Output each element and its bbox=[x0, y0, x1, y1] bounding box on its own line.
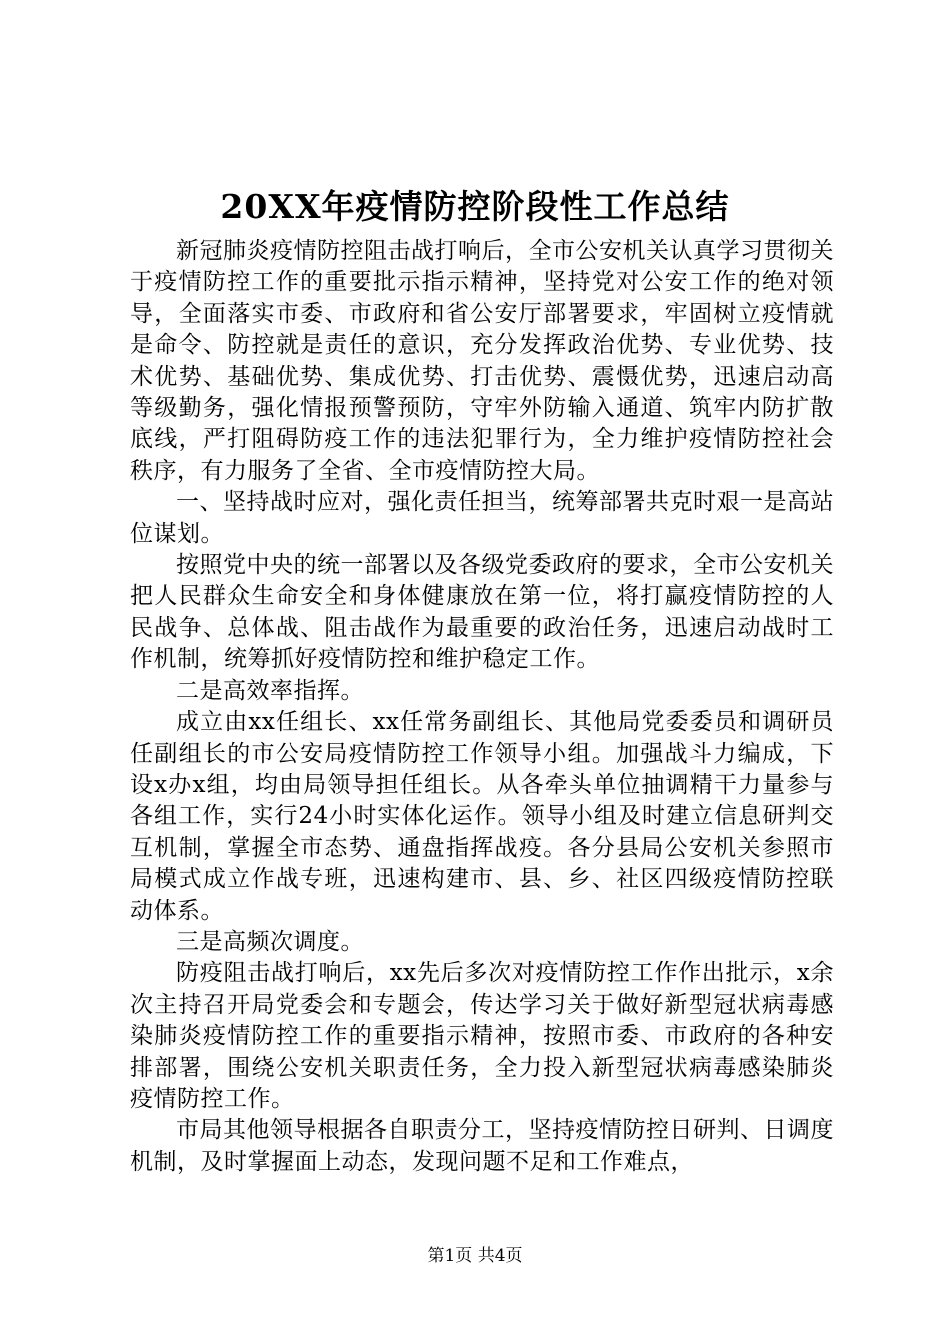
body-paragraph: 按照党中央的统一部署以及各级党委政府的要求，全市公安机关把人民群众生命安全和身体健康放在第一位，将打赢疫情防控的人民战争、总体战、阻击战作为最重要的政治任务，迅速启动战时工作机制，统筹抓好疫情防控和维护稳定工作。 bbox=[130, 552, 834, 673]
body-paragraph: 市局其他领导根据各自职责分工，坚持疫情防控日研判、日调度机制，及时掌握面上动态，发现问题不足和工作难点， bbox=[130, 1117, 834, 1175]
section-heading-paragraph: 一、坚持战时应对，强化责任担当，统筹部署共克时艰一是高站位谋划。 bbox=[130, 489, 834, 547]
document-body bbox=[130, 236, 834, 1178]
document-title: 20XX年疫情防控阶段性工作总结 bbox=[220, 187, 730, 226]
page-footer: 第1页 共4页 bbox=[427, 1246, 523, 1266]
body-paragraph: 成立由xx任组长、xx任常务副组长、其他局党委委员和调研员任副组长的市公安局疫情防控工作领导小组。加强战斗力编成，下设x办x组，均由局领导担任组长。从各牵头单位抽调精干力量参与各组工作，实行24小时实体化运作。领导小组及时建立信息研判交互机制，掌握全市态势、通盘指挥战疫。各分县局公安机关参照市局模式成立作战专班，迅速构建市、县、乡、社区四级疫情防控联动体系。 bbox=[130, 709, 834, 924]
subheading-paragraph: 二是高效率指挥。 bbox=[176, 677, 364, 704]
body-paragraph: 新冠肺炎疫情防控阻击战打响后，全市公安机关认真学习贯彻关于疫情防控工作的重要批示指示精神，坚持党对公安工作的绝对领导，全面落实市委、市政府和省公安厅部署要求，牢固树立疫情就是命令、防控就是责任的意识，充分发挥政治优势、专业优势、技术优势、基础优势、集成优势、打击优势、震慑优势，迅速启动高等级勤务，强化情报预警预防，守牢外防输入通道、筑牢内防扩散底线，严打阻碍防疫工作的违法犯罪行为，全力维护疫情防控社会秩序，有力服务了全省、全市疫情防控大局。 bbox=[130, 238, 834, 484]
subheading-paragraph: 三是高频次调度。 bbox=[176, 928, 364, 955]
body-paragraph: 防疫阻击战打响后，xx先后多次对疫情防控工作作出批示，x余次主持召开局党委会和专题会，传达学习关于做好新型冠状病毒感染肺炎疫情防控工作的重要指示精神，按照市委、市政府的各种安排部署，围绕公安机关职责任务，全力投入新型冠状病毒感染肺炎疫情防控工作。 bbox=[130, 960, 834, 1112]
